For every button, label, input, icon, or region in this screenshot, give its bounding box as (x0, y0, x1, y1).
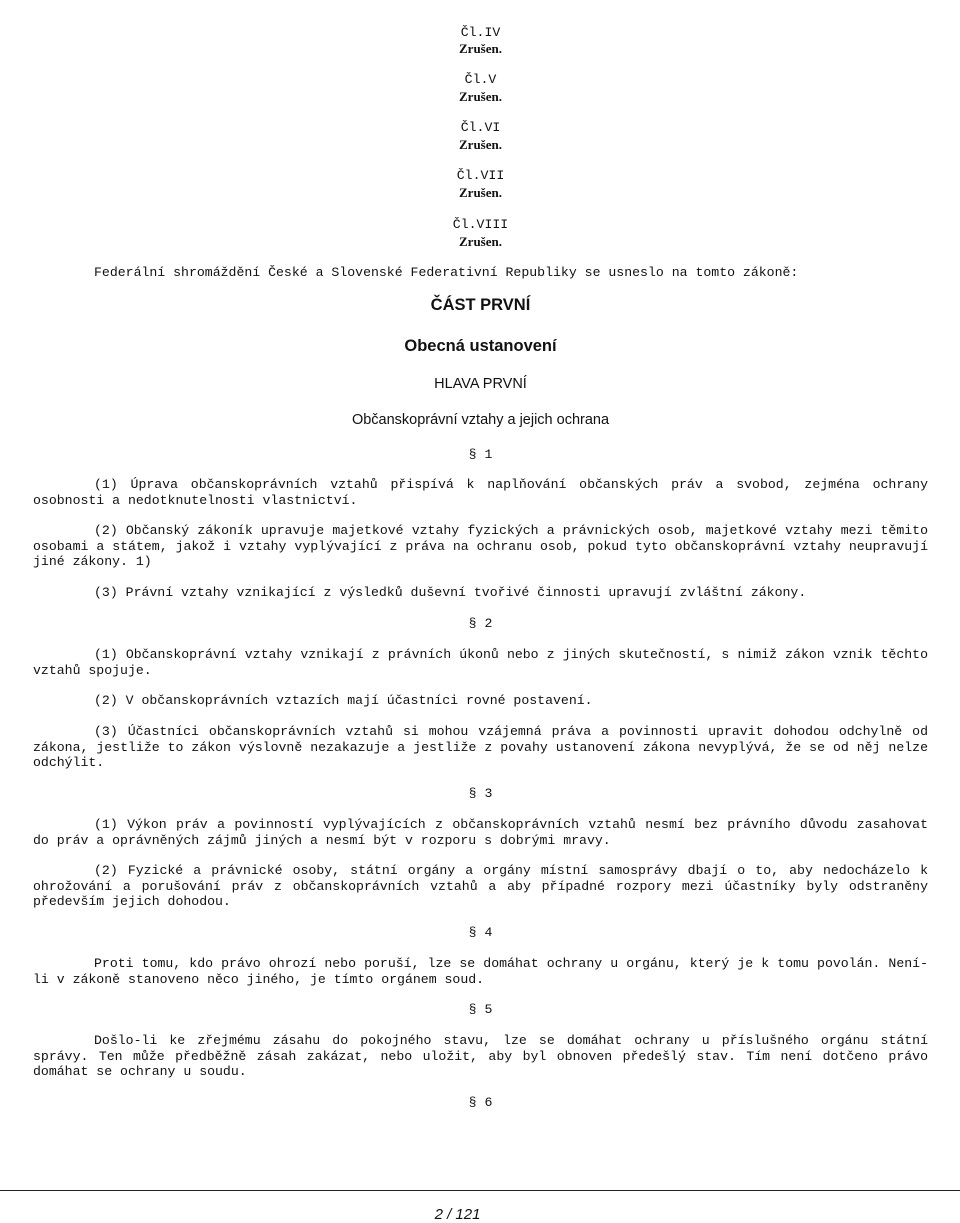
section-mark: § 5 (468, 1002, 493, 1017)
enactment-clause: Federální shromáždění České a Slovenské Federativní Republiky se usneslo na tomto zákoně: (94, 265, 799, 280)
section-paragraph: Proti tomu, kdo právo ohrozí nebo poruší, lze se domáhat ochrany u orgánu, který je k tomu povolán. Není-li v zákoně stanoveno něco jiného, je tímto orgánem soud. (33, 956, 928, 987)
section-mark: § 1 (468, 447, 493, 462)
footer-divider (0, 1190, 960, 1191)
section-mark: § 6 (468, 1095, 493, 1110)
article-status: Zrušen. (459, 89, 502, 104)
section-paragraph: (3) Účastníci občanskoprávních vztahů si mohou vzájemná práva a povinnosti upravit dohodou odchylně od zákona, jestliže to zákon výslovně nezakazuje a jestliže z povahy ustanovení zákona nevyplývá, že se od něj nelze odchýlit. (33, 724, 928, 770)
article-status: Zrušen. (459, 41, 502, 56)
article-number: Čl.VI (460, 120, 501, 135)
section-paragraph: (1) Úprava občanskoprávních vztahů přispívá k naplňování občanských práv a svobod, zejména ochrany osobnosti a nedotknutelnosti vlastnictví. (33, 477, 928, 508)
part-title: ČÁST PRVNÍ (430, 296, 531, 314)
section-paragraph: (2) Občanský zákoník upravuje majetkové vztahy fyzických a právnických osob, majetkové vztahy mezi těmito osobami a státem, jakož i vztahy vyplývající z práva na ochranu osob, pokud tyto občanskoprávní vztahy neupravují jiné zákony. 1) (33, 523, 928, 569)
section-paragraph: (3) Právní vztahy vznikající z výsledků duševní tvořivé činnosti upravují zvláštní zákony. (94, 585, 807, 600)
section-mark: § 4 (468, 925, 493, 940)
section-paragraph: (2) Fyzické a právnické osoby, státní orgány a orgány místní samosprávy dbají o to, aby nedocházelo k ohrožování a porušování práv z občanskoprávních vztahů a aby případné rozpory mezi účastníky byly odstraněny především jejich dohodou. (33, 863, 928, 909)
page-indicator: 2 / 121 (434, 1206, 481, 1223)
chapter-title: HLAVA PRVNÍ (434, 376, 527, 392)
article-status: Zrušen. (459, 137, 502, 152)
section-mark: § 2 (468, 616, 493, 631)
article-number: Čl.VII (456, 168, 505, 183)
section-paragraph: (2) V občanskoprávních vztazích mají účastníci rovné postavení. (94, 693, 593, 708)
section-mark: § 3 (468, 786, 493, 801)
article-number: Čl.V (464, 72, 497, 87)
article-status: Zrušen. (459, 185, 502, 200)
section-paragraph: (1) Výkon práv a povinností vyplývajících z občanskoprávních vztahů nesmí bez právního důvodu zasahovat do práv a oprávněných zájmů jiných a nesmí být v rozporu s dobrými mravy. (33, 817, 928, 848)
chapter-subtitle: Občanskoprávní vztahy a jejich ochrana (351, 412, 610, 428)
article-status: Zrušen. (459, 234, 502, 249)
part-subtitle: Obecná ustanovení (404, 337, 557, 355)
section-paragraph: Došlo-li ke zřejmému zásahu do pokojného stavu, lze se domáhat ochrany u příslušného orgánu státní správy. Ten může předběžně zásah zakázat, nebo uložit, aby byl obnoven předešlý stav. Tím není dotčeno právo domáhat se ochrany u soudu. (33, 1033, 928, 1079)
section-paragraph: (1) Občanskoprávní vztahy vznikají z právních úkonů nebo z jiných skutečností, s nimiž zákon vznik těchto vztahů spojuje. (33, 647, 928, 678)
article-number: Čl.IV (460, 25, 501, 40)
article-number: Čl.VIII (452, 217, 509, 232)
